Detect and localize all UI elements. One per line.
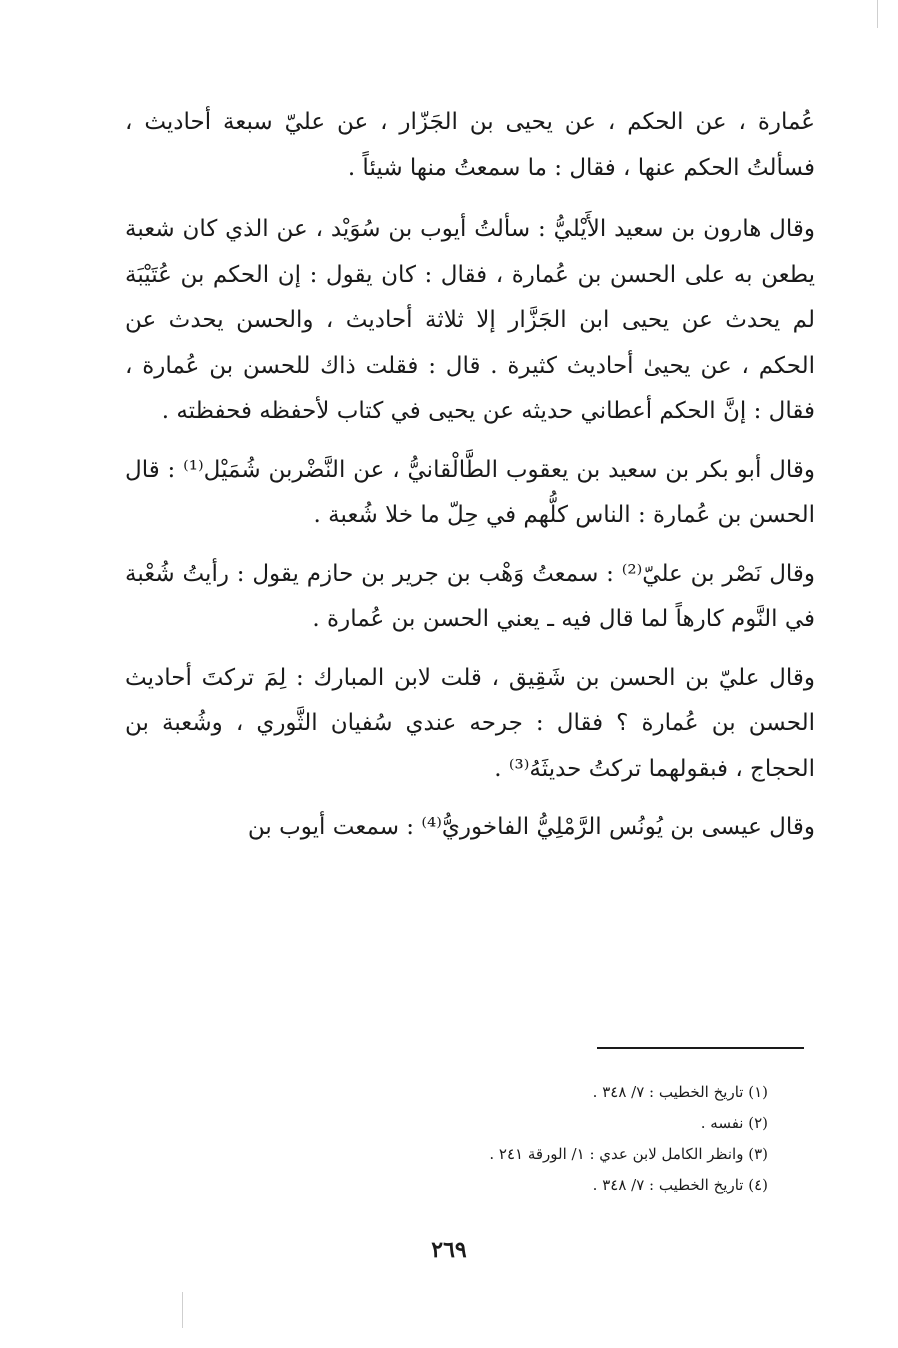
footnotes: [300, 1077, 768, 1201]
paragraph: وقال نَصْر بن عليّ⁽²⁾ : سمعتُ وَهْب بن جرير بن حازم يقول : رأيتُ شُعْبة في النَّوم كارهاً لما قال فيه ـ يعني الحسن بن عُمارة .: [125, 560, 816, 632]
footnote: (١) تاريخ الخطيب : ٧/ ٣٤٨ .: [592, 1083, 768, 1101]
paragraph: عُمارة ، عن الحكم ، عن يحيى بن الجَزّار ، عن عليّ سبعة أحاديث ، فسألتُ الحكم عنها ، فقال : ما سمعتُ منها شيئاً .: [125, 109, 815, 181]
paragraph: وقال عيسى بن يُونُس الرَّمْلِيُّ الفاخوريُّ⁽⁴⁾ : سمعت أيوب بن: [247, 814, 815, 840]
footnote: (٣) وانظر الكامل لابن عدي : ١/ الورقة ٢٤١ .: [489, 1145, 768, 1163]
main-text: [125, 100, 815, 864]
scan-edge-mark: [182, 1292, 183, 1328]
paragraph: وقال أبو بكر بن سعيد بن يعقوب الطَّالْقانيُّ ، عن النَّضْربن شُمَيْل⁽¹⁾ : قال الحسن بن عُمارة : الناس كلُّهم في حِلّ ما خلا شُعبة .: [125, 456, 816, 528]
paragraph: وقال عليّ بن الحسن بن شَقِيق ، قلت لابن المبارك : لِمَ تركتَ أحاديث الحسن بن عُمارة ؟ فقال : جرحه عندي سُفيان الثَّوري ، وشُعبة بن الحجاج ، فبقولهما تركتُ حديثَهُ⁽³⁾ .: [125, 664, 815, 782]
scan-edge-mark: [877, 0, 878, 28]
footnote: (٢) نفسه .: [700, 1114, 768, 1132]
paragraph: وقال هارون بن سعيد الأَيْليُّ : سألتُ أيوب بن سُوَيْد ، عن الذي كان شعبة يطعن به على الحسن بن عُمارة ، فقال : كان يقول : إن الحكم بن عُتَيْبَة لم يحدث عن يحيى ابن الجَزَّار إلا ثلاثة أحاديث ، والحسن يحدث عن الحكم ، عن يحيىٰ أحاديث كثيرة . قال : فقلت ذاك للحسن بن عُمارة ، فقال : إنَّ الحكم أعطاني حديثه عن يحيى في كتاب لأحفظه فحفظته .: [125, 216, 815, 424]
page-number: ٢٦٩: [431, 1237, 467, 1263]
footnote-separator: [597, 1047, 804, 1049]
footnote: (٤) تاريخ الخطيب : ٧/ ٣٤٨ .: [592, 1176, 768, 1194]
